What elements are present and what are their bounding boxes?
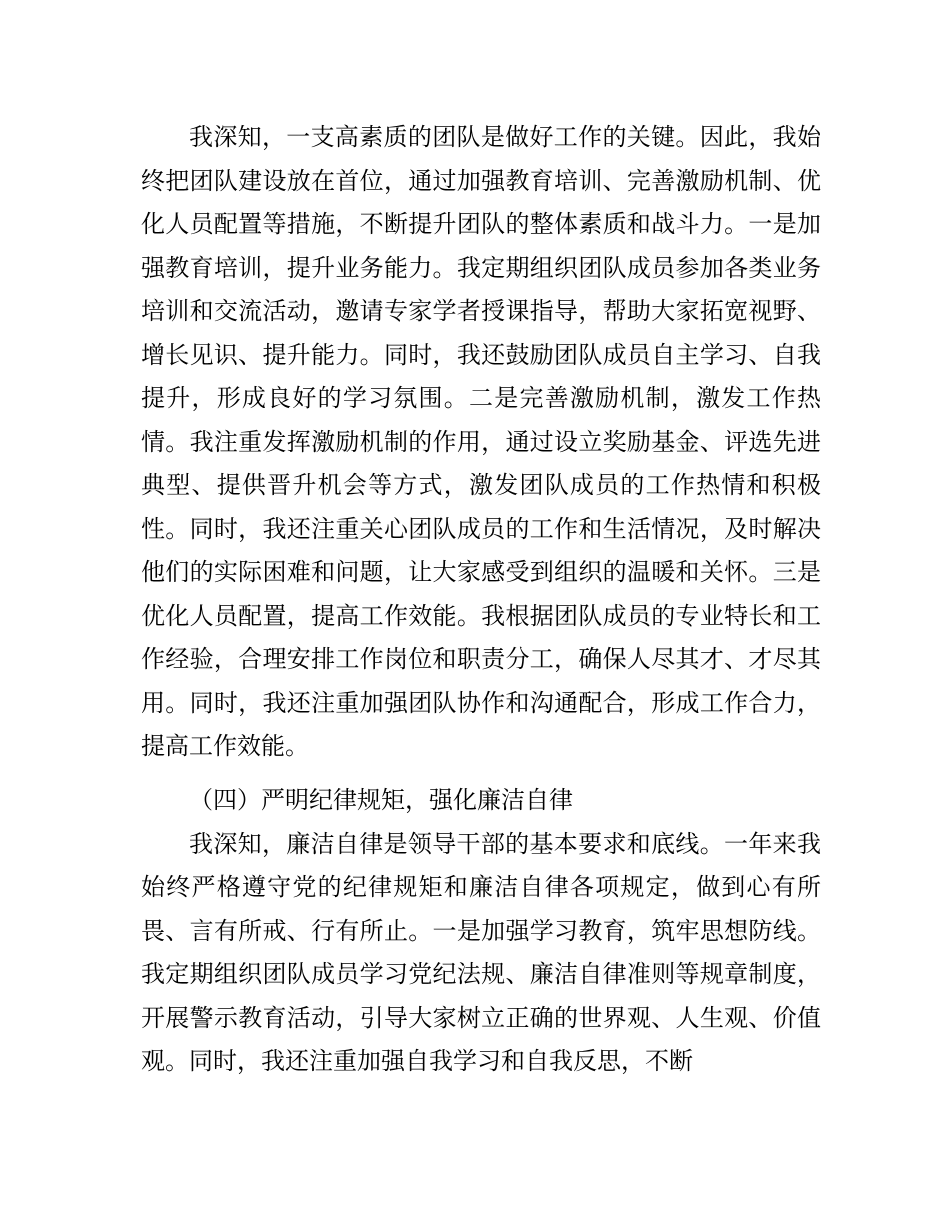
body-text-bottom [141, 779, 821, 1084]
paragraph-team-building: 我深知，一支高素质的团队是做好工作的关键。因此，我始终把团队建设放在首位，通过加强教育培训、完善激励机制、优化人员配置等措施，不断提升团队的整体素质和战斗力。一是加强教育培训，提升业务能力。我定期组织团队成员参加各类业务培训和交流活动，邀请专家学者授课指导，帮助大家拓宽视野、增长见识、提升能力。同时，我还鼓励团队成员自主学习、自我提升，形成良好的学习氛围。二是完善激励机制，激发工作热情。我注重发挥激励机制的作用，通过设立奖励基金、评选先进典型、提供晋升机会等方式，激发团队成员的工作热情和积极性。同时，我还注重关心团队成员的工作和生活情况，及时解决他们的实际困难和问题，让大家感受到组织的温暖和关怀。三是优化人员配置，提高工作效能。我根据团队成员的专业特长和工作经验，合理安排工作岗位和职责分工，确保人尽其才、才尽其用。同时，我还注重加强团队协作和沟通配合，形成工作合力，提高工作效能。 [141, 123, 821, 760]
body-text-top [141, 116, 821, 769]
paragraph-discipline: 我深知，廉洁自律是领导干部的基本要求和底线。一年来我始终严格遵守党的纪律规矩和廉洁自律各项规定，做到心有所畏、言有所戒、行有所止。一是加强学习教育，筑牢思想防线。我定期组织团队成员学习党纪法规、廉洁自律准则等规章制度，开展警示教育活动，引导大家树立正确的世界观、人生观、价值观。同时，我还注重加强自我学习和自我反思，不断 [141, 829, 821, 1075]
section-heading: （四）严明纪律规矩，强化廉洁自律 [189, 786, 573, 814]
